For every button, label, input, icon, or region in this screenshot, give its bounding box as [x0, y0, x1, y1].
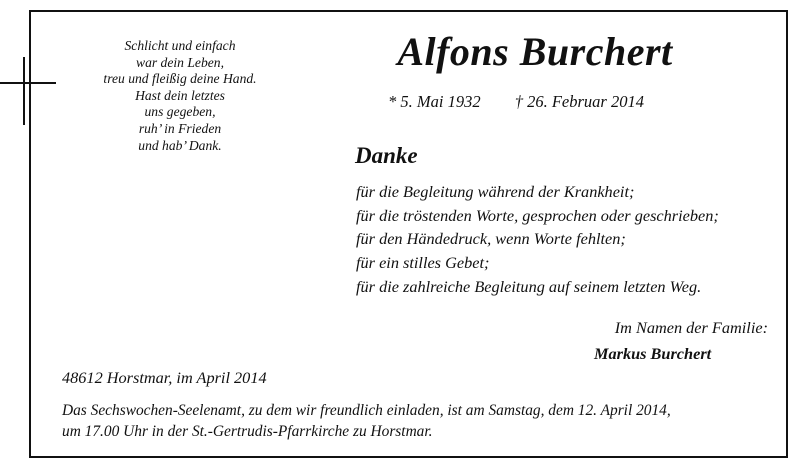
life-dates	[388, 92, 644, 112]
birth-date: * 5. Mai 1932	[388, 92, 481, 111]
thanks-line: für den Händedruck, wenn Worte fehlten;	[356, 229, 626, 249]
poem-line: treu und fleißig deine Hand.	[103, 71, 257, 87]
poem-line: uns gegeben,	[144, 104, 216, 120]
memorial-poem	[90, 38, 270, 154]
poem-line: und hab’ Dank.	[138, 137, 222, 153]
thanks-line: für ein stilles Gebet;	[356, 253, 490, 273]
family-label: Im Namen der Familie:	[614, 318, 768, 337]
poem-line: Schlicht und einfach	[124, 38, 236, 53]
death-date: † 26. Februar 2014	[514, 92, 644, 111]
deceased-name: Alfons Burchert	[397, 29, 673, 74]
cross-icon-vertical	[23, 57, 25, 125]
requiem-notice	[62, 400, 671, 442]
cross-icon-horizontal	[0, 82, 56, 84]
poem-line: Hast dein letztes	[135, 87, 225, 103]
notice-line: um 17.00 Uhr in der St.-Gertrudis-Pfarrkirche zu Horstmar.	[62, 423, 433, 440]
thanks-line: für die Begleitung während der Krankheit;	[356, 182, 635, 201]
notice-line: Das Sechswochen-Seelenamt, zu dem wir freundlich einladen, ist am Samstag, dem 12. April 2014,	[62, 402, 671, 419]
thanks-line: für die tröstenden Worte, gesprochen oder geschrieben;	[356, 205, 719, 225]
thanks-line: für die zahlreiche Begleitung auf seinem letzten Weg.	[356, 276, 702, 296]
thanks-heading: Danke	[355, 143, 418, 168]
place-and-date: 48612 Horstmar, im April 2014	[62, 368, 267, 387]
family-signature-name: Markus Burchert	[594, 344, 712, 363]
thanks-list	[356, 180, 719, 299]
poem-line: ruh’ in Frieden	[138, 120, 222, 136]
poem-line: war dein Leben,	[136, 54, 224, 70]
